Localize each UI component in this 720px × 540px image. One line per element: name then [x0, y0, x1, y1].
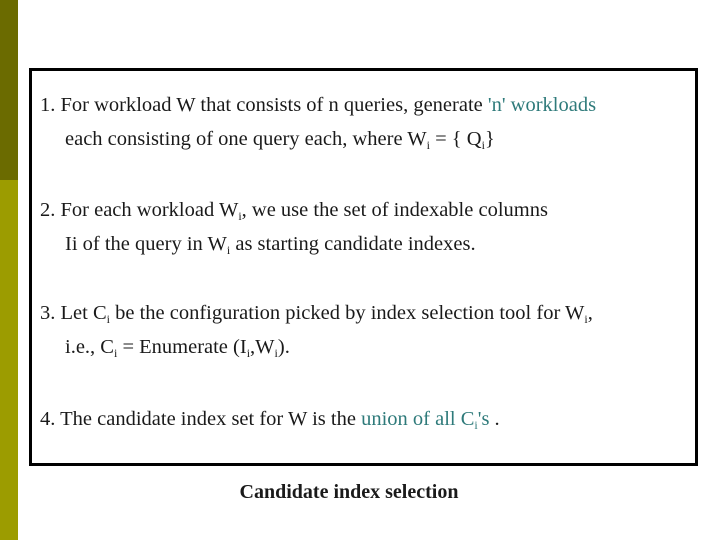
item-1-text: 1. For workload W that consists of n queries, generate	[40, 94, 488, 116]
item-4-highlight: union of all C	[361, 408, 475, 430]
item-4-highlight-2: 's	[477, 408, 490, 430]
subscript: i	[246, 346, 251, 360]
caption-text: Candidate index selection	[239, 481, 459, 503]
list-item-1-line-1	[40, 88, 687, 122]
subscript: i	[474, 418, 478, 432]
item-3-line1-b: be the configuration picked by index selection tool for W	[109, 302, 585, 324]
item-1-highlight: 'n' workloads	[487, 94, 597, 116]
subscript: i	[238, 209, 242, 223]
list-item-1-line-2	[40, 122, 687, 156]
subscript: i	[226, 243, 231, 257]
subscript: i	[274, 346, 278, 360]
caption	[0, 481, 708, 504]
item-3-line2-a: i.e., C	[65, 336, 114, 358]
list-item-3-line-1	[40, 296, 687, 330]
item-2-line2-a: Ii of the query in W	[65, 233, 227, 255]
sidebar-segment-middle	[0, 180, 18, 360]
item-2-line1-a: 2. For each workload W	[40, 199, 239, 221]
list-item-4-line-1	[40, 402, 687, 436]
sidebar-color-bar	[0, 0, 18, 540]
item-1-line2-b: = { Q	[430, 128, 482, 150]
item-1-line2-a: each consisting of one query each, where W	[65, 128, 427, 150]
subscript: i	[481, 138, 485, 152]
item-2-line1-b: , we use the set of indexable columns	[241, 199, 548, 221]
sidebar-segment-bottom	[0, 360, 18, 540]
item-1-line2-c: }	[484, 128, 495, 150]
item-3-line1-a: 3. Let C	[40, 302, 107, 324]
item-3-line2-b: = Enumerate (I	[117, 336, 247, 358]
item-2-line2-b: as starting candidate indexes.	[230, 233, 476, 255]
content-box	[29, 68, 698, 466]
list-item-1	[40, 88, 687, 156]
list-item-4	[40, 402, 687, 436]
list-item-3	[40, 296, 687, 364]
subscript: i	[426, 138, 430, 152]
item-3-line2-c: ,W	[250, 336, 275, 358]
list-item-3-line-2	[40, 330, 687, 364]
item-3-line1-c: ,	[587, 302, 593, 324]
item-3-line2-d: ).	[277, 336, 290, 358]
item-4-line1-b: .	[489, 408, 500, 430]
subscript: i	[113, 346, 118, 360]
list-item-2	[40, 193, 687, 261]
list-item-2-line-2	[40, 227, 687, 261]
subscript: i	[584, 312, 588, 326]
list-item-2-line-1	[40, 193, 687, 227]
subscript: i	[106, 312, 110, 326]
item-4-line1-a: 4. The candidate index set for W is the	[40, 408, 362, 430]
sidebar-segment-top	[0, 0, 18, 180]
